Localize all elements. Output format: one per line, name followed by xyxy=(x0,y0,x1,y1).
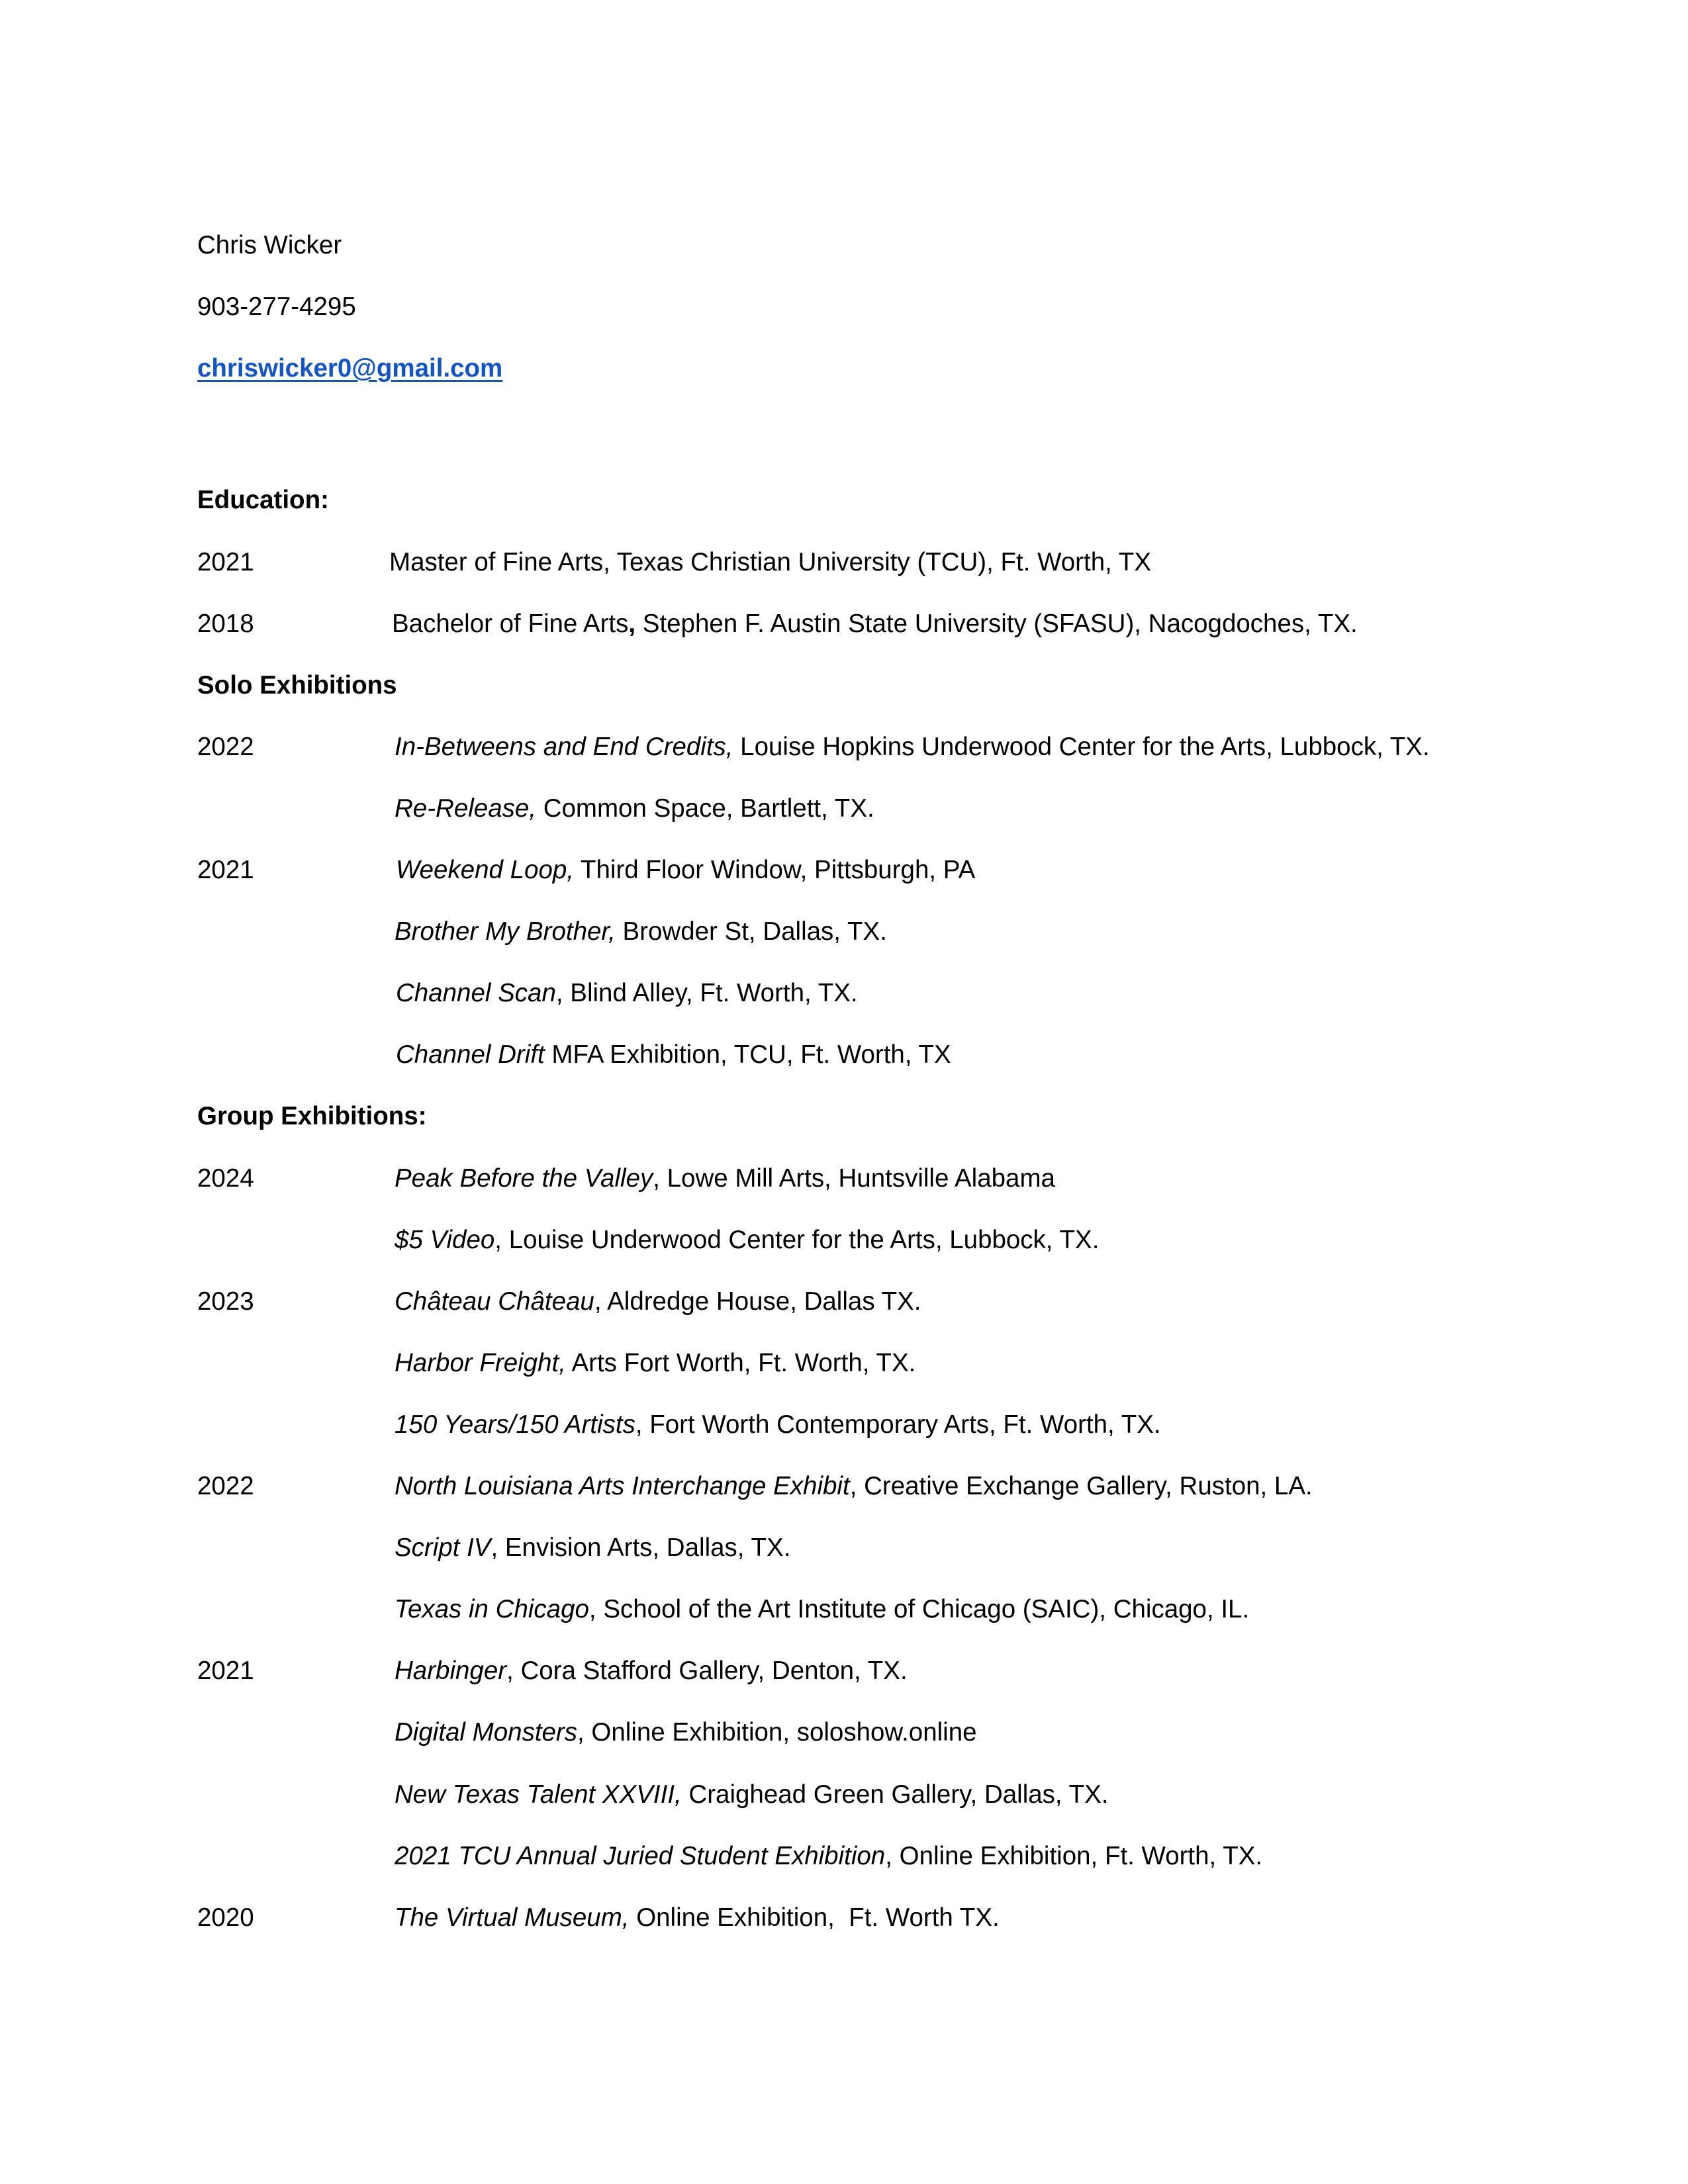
group-entry: Harbinger, Cora Stafford Gallery, Denton, TX. xyxy=(395,1657,908,1685)
education-entry: Master of Fine Arts, Texas Christian University (TCU), Ft. Worth, TX xyxy=(389,548,1151,576)
solo-entry: Re-Release, Common Space, Bartlett, TX. xyxy=(395,794,874,823)
education-entry: Bachelor of Fine Arts, Stephen F. Austin State University (SFASU), Nacogdoches, TX. xyxy=(392,610,1358,638)
group-year: 2023 xyxy=(197,1287,254,1316)
solo-entry: In-Betweens and End Credits, Louise Hopkins Underwood Center for the Arts, Lubbock, TX. xyxy=(395,733,1430,761)
group-year: 2021 xyxy=(197,1657,254,1685)
solo-entry: Brother My Brother, Browder St, Dallas, TX. xyxy=(395,917,887,946)
email-link[interactable]: chriswicker0@gmail.com xyxy=(197,354,503,383)
group-entry: New Texas Talent XXVIII, Craighead Green Gallery, Dallas, TX. xyxy=(395,1780,1109,1809)
group-entry: Château Château, Aldredge House, Dallas TX. xyxy=(395,1287,921,1316)
group-entry: Texas in Chicago, School of the Art Institute of Chicago (SAIC), Chicago, IL. xyxy=(395,1595,1250,1623)
group-year: 2020 xyxy=(197,1903,254,1932)
group-year: 2022 xyxy=(197,1472,254,1500)
group-entry: $5 Video, Louise Underwood Center for the Arts, Lubbock, TX. xyxy=(395,1226,1100,1254)
group-entry: Peak Before the Valley, Lowe Mill Arts, Huntsville Alabama xyxy=(395,1164,1055,1193)
solo-exhibitions-heading: Solo Exhibitions xyxy=(197,671,397,700)
phone: 903-277-4295 xyxy=(197,293,356,321)
education-year: 2021 xyxy=(197,548,254,576)
group-exhibitions-heading: Group Exhibitions: xyxy=(197,1102,427,1130)
group-entry: The Virtual Museum, Online Exhibition, Ft. Worth TX. xyxy=(395,1903,1000,1932)
education-heading: Education: xyxy=(197,486,329,514)
group-entry: Script IV, Envision Arts, Dallas, TX. xyxy=(395,1533,791,1562)
solo-year: 2022 xyxy=(197,733,254,761)
solo-year: 2021 xyxy=(197,856,254,884)
group-entry: 2021 TCU Annual Juried Student Exhibition, Online Exhibition, Ft. Worth, TX. xyxy=(395,1842,1263,1870)
group-entry: 150 Years/150 Artists, Fort Worth Contemporary Arts, Ft. Worth, TX. xyxy=(395,1410,1161,1439)
group-entry: Digital Monsters, Online Exhibition, soloshow.online xyxy=(395,1718,977,1747)
solo-entry: Weekend Loop, Third Floor Window, Pittsburgh, PA xyxy=(396,856,976,884)
group-year: 2024 xyxy=(197,1164,254,1193)
solo-entry: Channel Drift MFA Exhibition, TCU, Ft. Worth, TX xyxy=(396,1040,951,1069)
group-entry: North Louisiana Arts Interchange Exhibit, Creative Exchange Gallery, Ruston, LA. xyxy=(395,1472,1313,1500)
name: Chris Wicker xyxy=(197,231,342,259)
group-entry: Harbor Freight, Arts Fort Worth, Ft. Worth, TX. xyxy=(395,1349,916,1377)
solo-entry: Channel Scan, Blind Alley, Ft. Worth, TX. xyxy=(396,979,858,1007)
education-year: 2018 xyxy=(197,610,254,638)
